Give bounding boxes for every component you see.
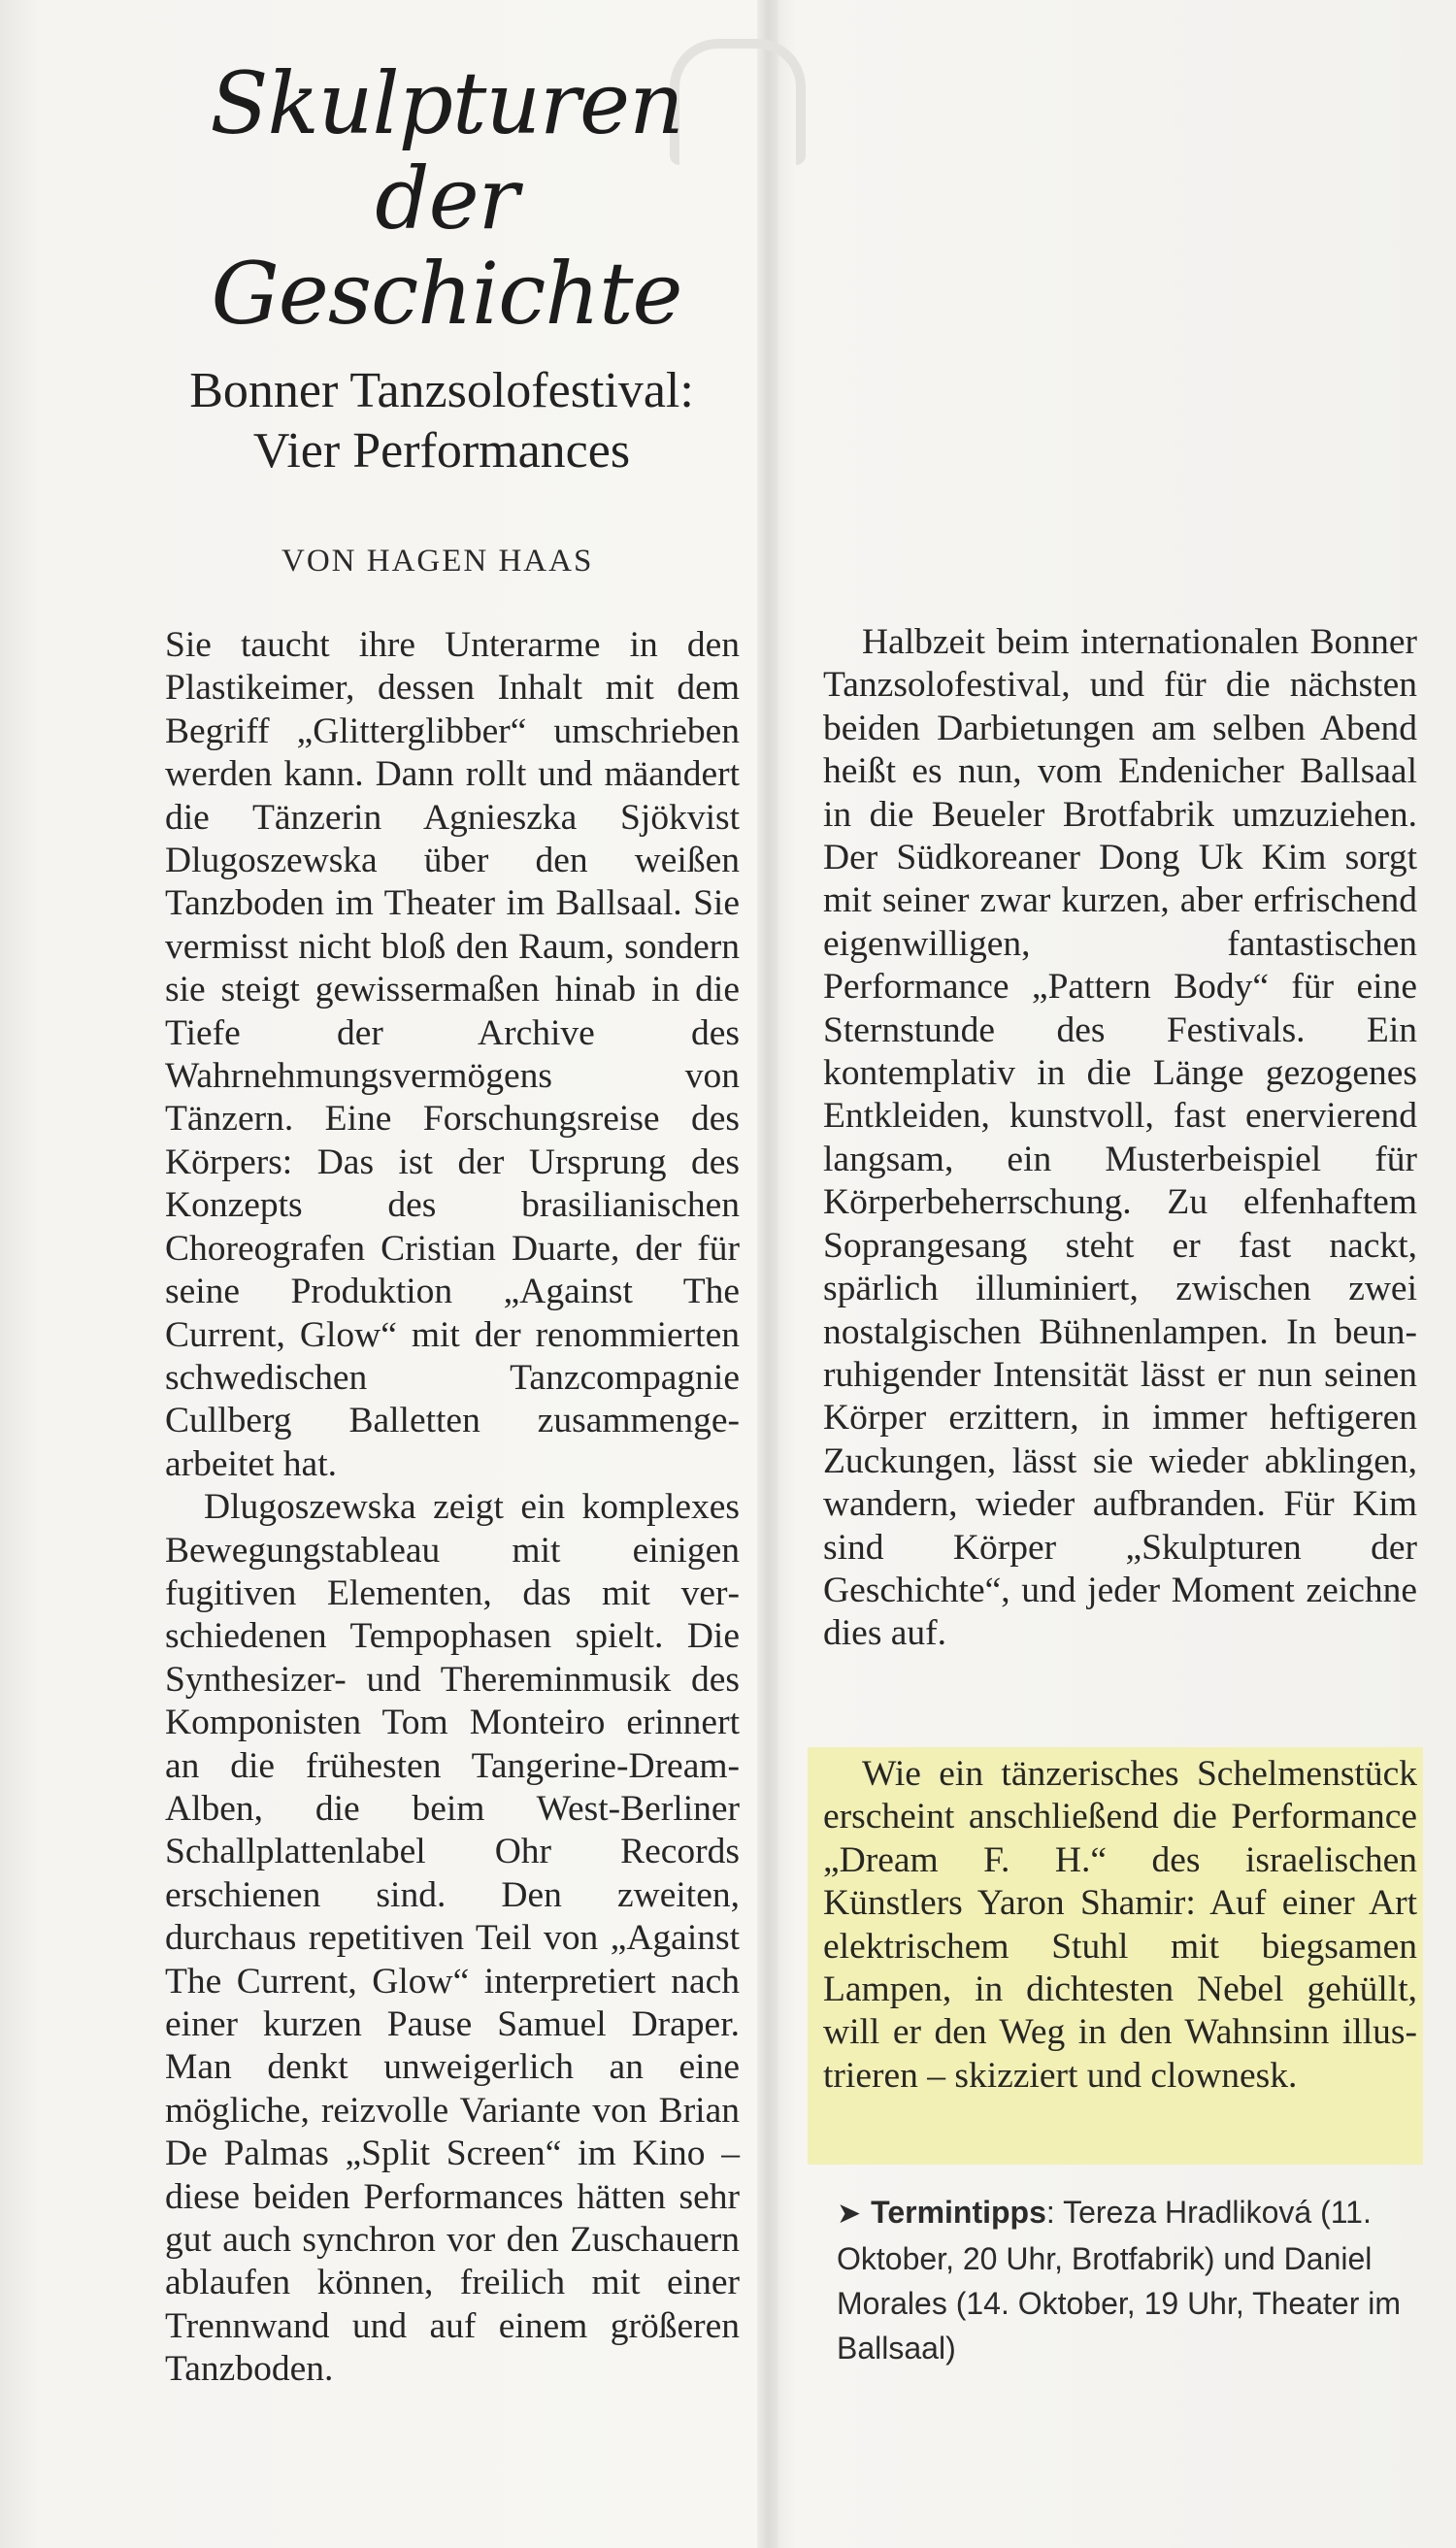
event-tips-box [837, 2190, 1419, 2370]
headline-line-3: Geschichte [211, 244, 682, 344]
article-paragraph: Halbzeit beim internationalen Bonner Tanzsolofestival, und für die nächsten beiden Darbietungen am selben Abend heißt es nun, vom Endenicher Ballsaal in die Beueler Brotfabrik umzuziehen. Der Südkoreaner Dong Uk Kim sorgt mit seiner zwar kurzen, aber erfrischend eigenwilligen, fantastischen Performance „Pattern Body“ für eine Sternstunde des Festivals. Ein kontemplativ in die Länge gezogenes Entkleiden, kunstvoll, fast enervierend langsam, ein Musterbeispiel für Körperbeherrschung. Zu elfenhaftem Soprangesang steht er fast nackt, spärlich illuminiert, zwischen zwei nostalgischen Bühnenlampen. In beunruhigender Intensität lässt er nun seinen Körper erzittern, in immer heftigeren Zuckungen, lässt sie wieder abklingen, wandern, wieder aufbranden. Für Kim sind Körper „Skulpturen der Geschichte“, und jeder Moment zeichne dies auf. [823, 622, 1417, 1654]
article-paragraph: Wie ein tänzerisches Schelmenstück erscheint anschließend die Performance „Dream F. H.“ des israelischen Künstlers Yaron Shamir: Auf einer Art elektrischem Stuhl mit biegsamen Lampen, in dichtesten Nebel gehüllt, will er den Weg in den Wahnsinn illustrieren – skizziert und clownesk. [823, 1754, 1417, 2096]
tip-text: : Tereza Hradliková (11. Oktober, 20 Uhr, Brotfabrik) und Daniel Morales (14. Oktober, 19 Uhr, Theater im Ballsaal) [837, 2195, 1401, 2366]
subheadline-line-1: Bonner Tanzsolofestival: [189, 363, 694, 418]
arrow-icon: ➤ [837, 2198, 862, 2230]
article-paragraph: Sie taucht ihre Unterarme in den Plastikeimer, dessen Inhalt mit dem Begriff „Glitterglibber“ umschrieben werden kann. Dann rollt und mäandert die Tänzerin Agnieszka Sjökvist Dlugoszewska über den weißen Tanzboden im Theater im Ballsaal. Sie vermisst nicht bloß den Raum, sondern sie steigt gewissermaßen hinab in die Tiefe der Archive des Wahrnehmungsvermögens von Tänzern. Eine Forschungsreise des Körpers: Das ist der Ursprung des Konzepts des brasilianischen Choreografen Cristian Duarte, der für seine Produktion „Against The Current, Glow“ mit der renommierten schwedischen Tanzcompagnie Cullberg Balletten zusammengearbeitet hat. [165, 625, 740, 1484]
subheadline-line-2: Vier Performances [252, 423, 631, 479]
subheadline [136, 361, 747, 481]
article-paragraph: Dlugoszewska zeigt ein komplexes Bewegungstableau mit einigen fugitiven Elementen, das mit verschiedenen Tempophasen spielt. Die Synthesizer- und Thereminmusik des Komponisten Tom Monteiro erinnert an die frühesten Tangerine-Dream-Alben, die beim West-Berliner Schallplattenlabel Ohr Records erschienen sind. Den zweiten, durchaus repetitiven Teil von „Against The Current, Glow“ interpretiert nach einer kurzen Pause Samuel Draper. Man denkt unweigerlich an eine mögliche, reizvolle Variante von Brian De Palmas „Split Screen“ im Kino – diese beiden Performances hätten sehr gut auch synchron vor den Zuschauern ablaufen können, freilich mit einer Trennwand und auf einem größeren Tanzboden. [165, 1487, 740, 2390]
headline-line-1: Skulpturen [210, 53, 683, 153]
byline: VON HAGEN HAAS [281, 544, 594, 579]
highlighted-passage [823, 1753, 1417, 2098]
article-column-right [823, 621, 1417, 1656]
tip-label: Termintipps [871, 2195, 1046, 2230]
article-column-left [165, 624, 740, 2392]
headline [146, 53, 747, 344]
headline-line-2: der [375, 149, 518, 248]
page-fold-shadow [757, 0, 778, 2548]
